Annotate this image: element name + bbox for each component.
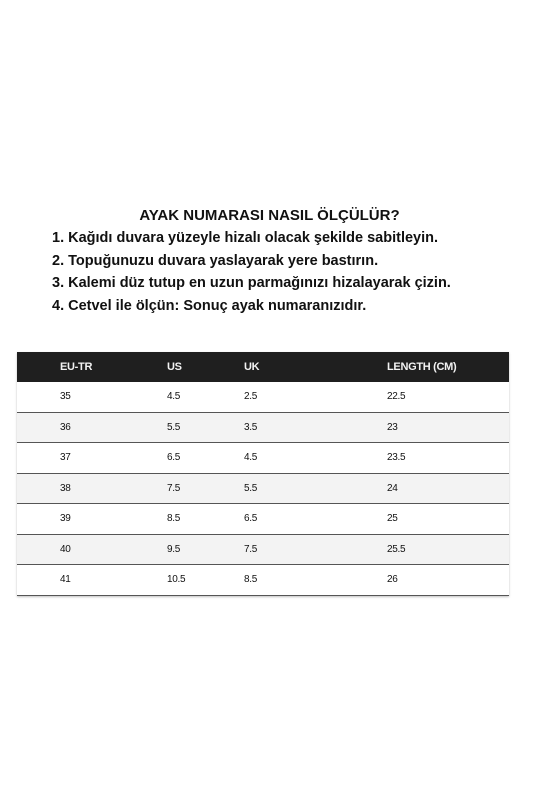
cell-uk: 6.5 <box>244 504 387 535</box>
cell-eu-tr: 35 <box>17 382 167 412</box>
instruction-step-1: 1. Kağıdı duvara yüzeyle hizalı olacak şekilde sabitleyin. <box>52 230 439 246</box>
header-eu-tr: EU-TR <box>17 352 167 382</box>
measurement-instructions <box>0 205 533 317</box>
cell-length: 24 <box>387 473 509 504</box>
header-length: LENGTH (CM) <box>387 352 509 382</box>
cell-eu-tr: 37 <box>17 443 167 474</box>
table-row <box>17 565 509 596</box>
table-row <box>17 443 509 474</box>
cell-uk: 5.5 <box>244 473 387 504</box>
table-header-row <box>17 352 509 382</box>
cell-us: 10.5 <box>167 565 244 596</box>
table-row <box>17 382 509 412</box>
table-row <box>17 412 509 443</box>
table-row <box>17 534 509 565</box>
cell-length: 25 <box>387 504 509 535</box>
instructions-title: AYAK NUMARASI NASIL ÖLÇÜLÜR? <box>139 207 400 224</box>
cell-eu-tr: 38 <box>17 473 167 504</box>
header-us: US <box>167 352 244 382</box>
cell-uk: 8.5 <box>244 565 387 596</box>
cell-uk: 4.5 <box>244 443 387 474</box>
cell-us: 6.5 <box>167 443 244 474</box>
cell-length: 23 <box>387 412 509 443</box>
cell-length: 25.5 <box>387 534 509 565</box>
cell-uk: 2.5 <box>244 382 387 412</box>
table-row <box>17 473 509 504</box>
size-chart-table <box>17 352 509 596</box>
cell-uk: 7.5 <box>244 534 387 565</box>
header-uk: UK <box>244 352 387 382</box>
cell-us: 5.5 <box>167 412 244 443</box>
cell-length: 23.5 <box>387 443 509 474</box>
table-row <box>17 504 509 535</box>
cell-eu-tr: 36 <box>17 412 167 443</box>
cell-us: 4.5 <box>167 382 244 412</box>
instruction-step-3: 3. Kalemi düz tutup en uzun parmağınızı hizalayarak çizin. <box>52 275 451 291</box>
cell-us: 9.5 <box>167 534 244 565</box>
cell-eu-tr: 39 <box>17 504 167 535</box>
cell-length: 26 <box>387 565 509 596</box>
instruction-step-2: 2. Topuğunuzu duvara yaslayarak yere bastırın. <box>52 252 379 269</box>
instruction-step-4: 4. Cetvel ile ölçün: Sonuç ayak numaranızıdır. <box>52 297 367 314</box>
cell-us: 7.5 <box>167 473 244 504</box>
instruction-steps <box>0 227 533 317</box>
cell-eu-tr: 41 <box>17 565 167 596</box>
cell-eu-tr: 40 <box>17 534 167 565</box>
cell-uk: 3.5 <box>244 412 387 443</box>
cell-us: 8.5 <box>167 504 244 535</box>
cell-length: 22.5 <box>387 382 509 412</box>
